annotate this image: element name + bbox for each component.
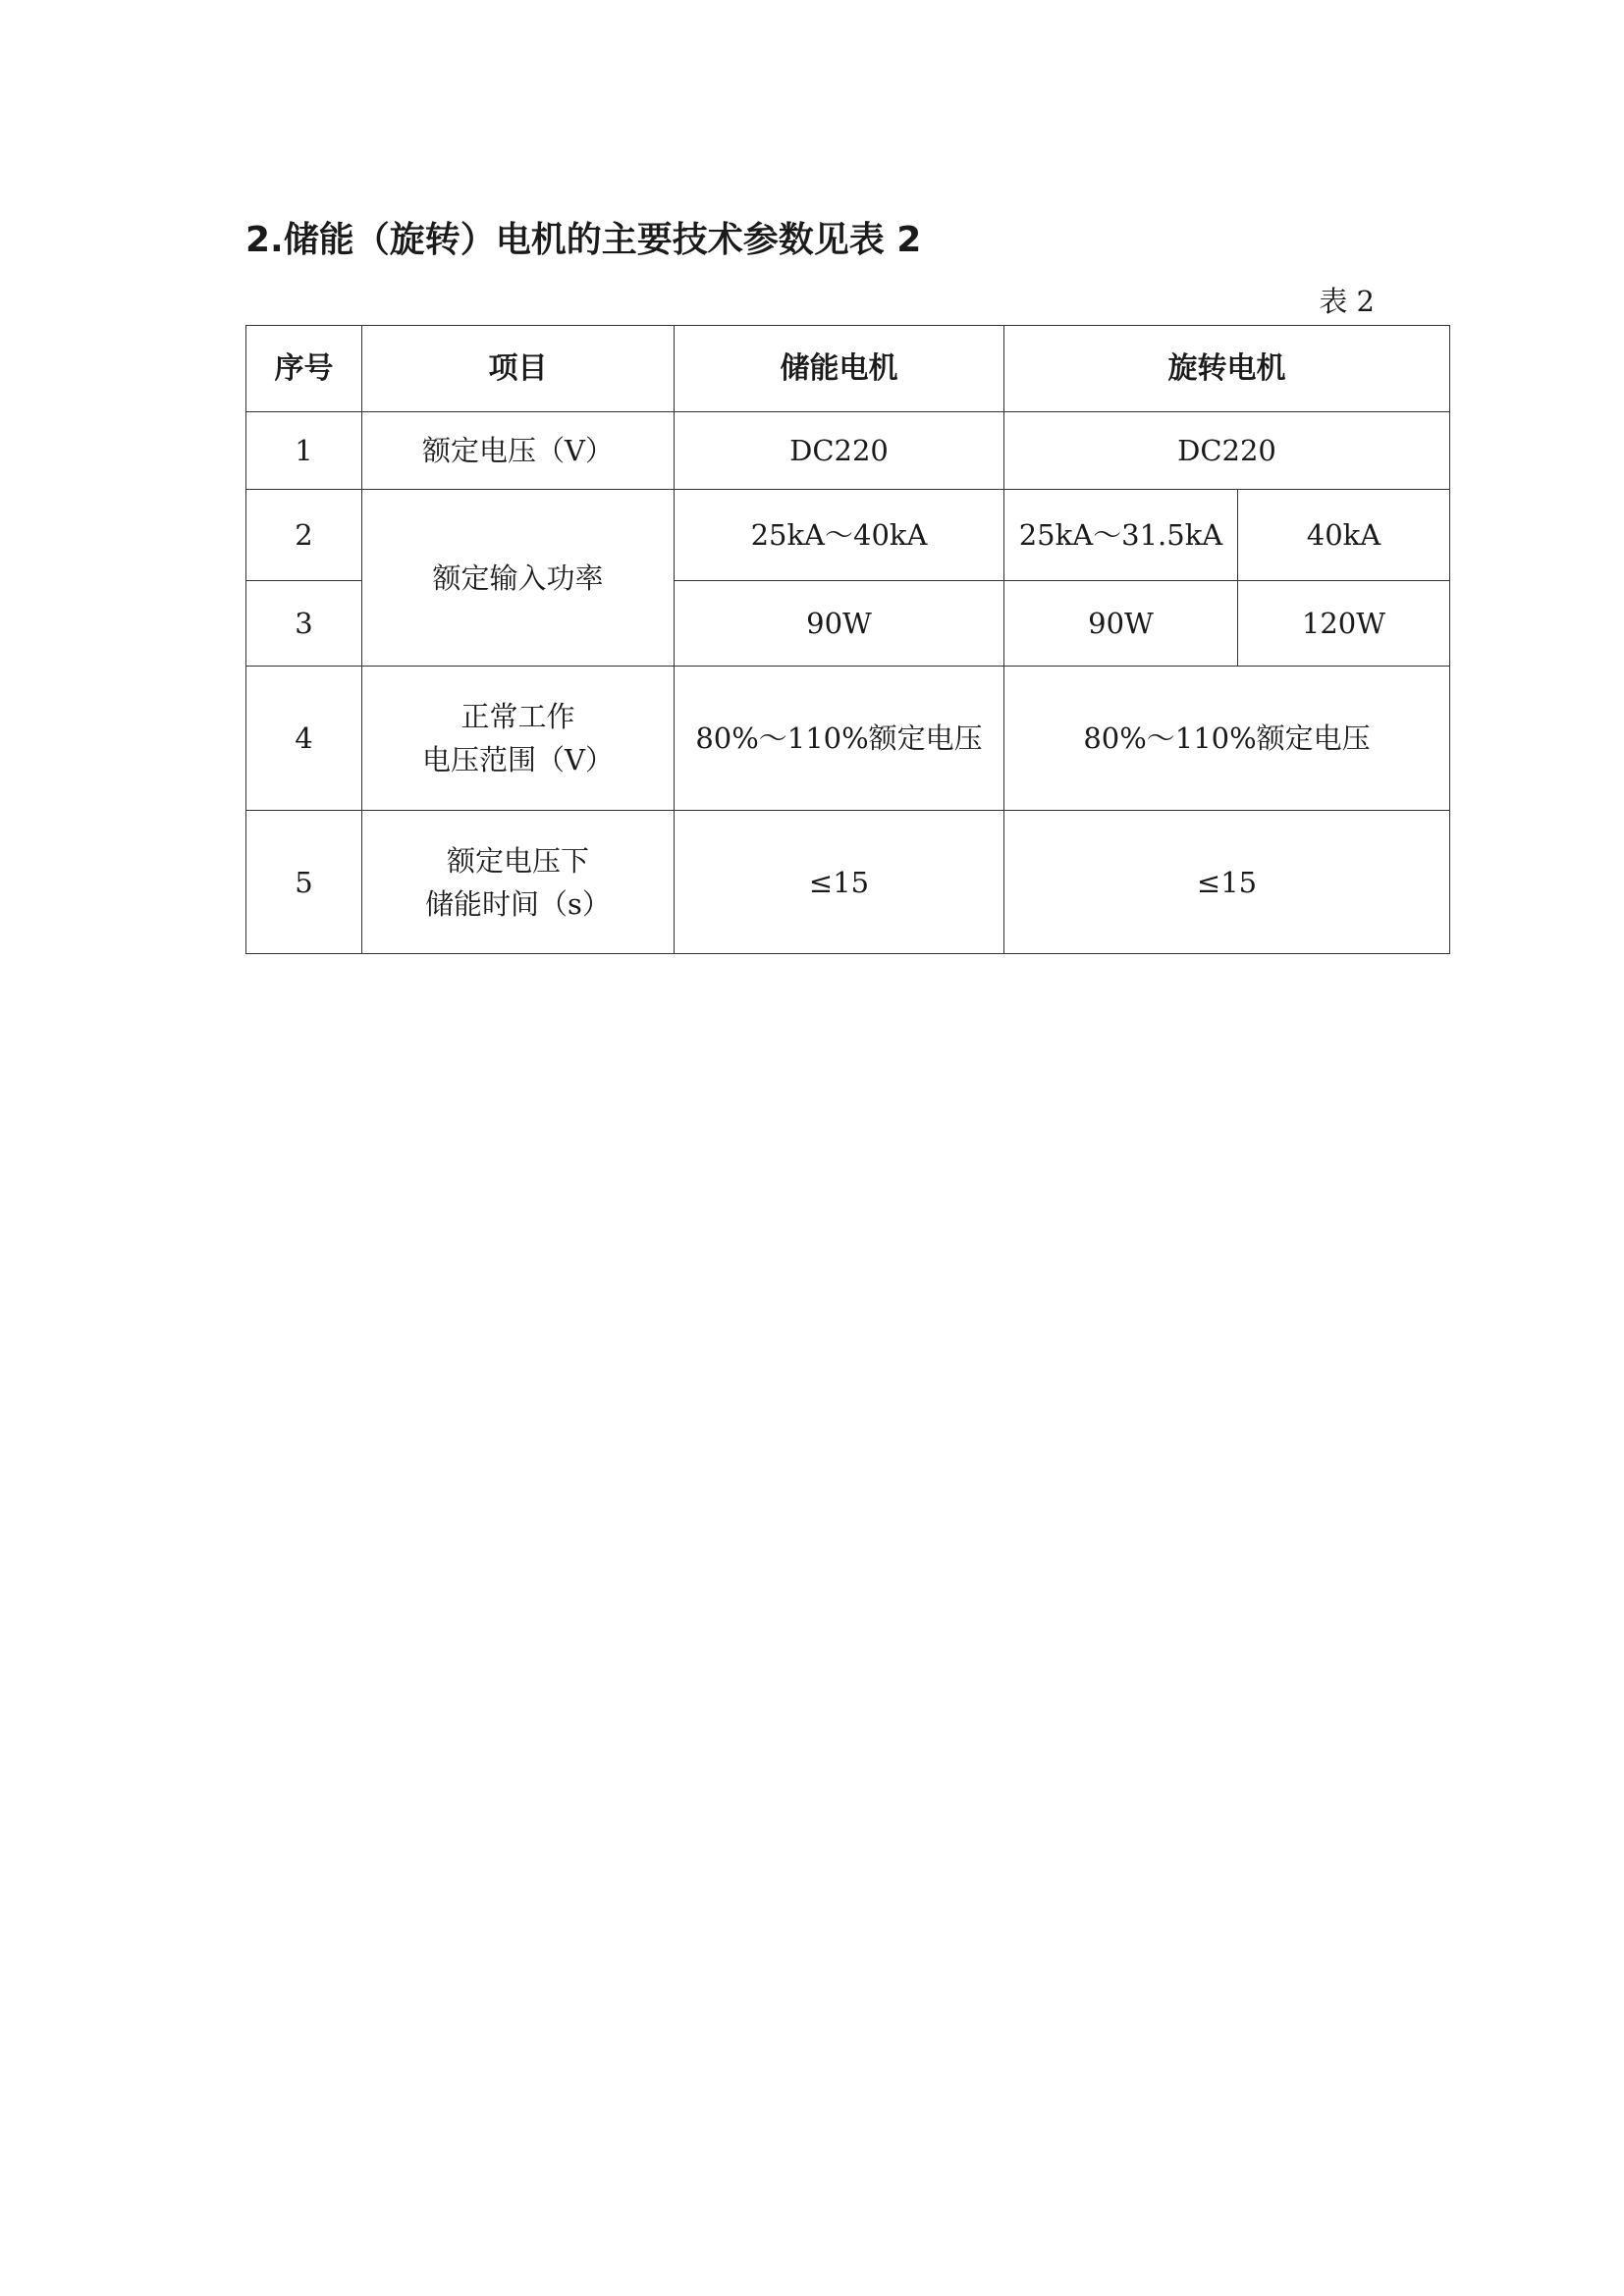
row-item bbox=[362, 667, 675, 811]
table-row bbox=[246, 490, 1450, 581]
row-item-line2: 电压范围（V） bbox=[422, 743, 614, 776]
row-number: 1 bbox=[246, 412, 362, 490]
storage-value: 90W bbox=[675, 581, 1004, 667]
row-item: 额定电压（V） bbox=[362, 412, 675, 490]
row-number: 3 bbox=[246, 581, 362, 667]
storage-value: 25kA～40kA bbox=[675, 490, 1004, 581]
rotary-value-a: 25kA～31.5kA bbox=[1004, 490, 1238, 581]
rotary-value-b: 40kA bbox=[1238, 490, 1450, 581]
table-caption: 表 2 bbox=[1319, 285, 1375, 318]
rotary-value: 80%～110%额定电压 bbox=[1004, 667, 1450, 811]
storage-value: DC220 bbox=[675, 412, 1004, 490]
table-row bbox=[246, 667, 1450, 811]
row-item-line1: 额定电压下 bbox=[446, 843, 589, 878]
header-no: 序号 bbox=[246, 326, 362, 412]
header-item: 项目 bbox=[362, 326, 675, 412]
row-item bbox=[362, 811, 675, 954]
table-row bbox=[246, 412, 1450, 490]
rotary-value: ≤15 bbox=[1004, 811, 1450, 954]
row-item: 额定输入功率 bbox=[362, 490, 675, 667]
table-row bbox=[246, 811, 1450, 954]
row-number: 4 bbox=[246, 667, 362, 811]
storage-value: 80%～110%额定电压 bbox=[675, 667, 1004, 811]
row-item-line2: 储能时间（s） bbox=[425, 886, 611, 921]
rotary-value-b: 120W bbox=[1238, 581, 1450, 667]
section-heading: 2.储能（旋转）电机的主要技术参数见表 2 bbox=[245, 220, 922, 260]
storage-value: ≤15 bbox=[675, 811, 1004, 954]
table-header-row bbox=[246, 326, 1450, 412]
row-item-line1: 正常工作 bbox=[460, 700, 575, 733]
row-number: 5 bbox=[246, 811, 362, 954]
header-storage-motor: 储能电机 bbox=[675, 326, 1004, 412]
parameters-table bbox=[245, 325, 1450, 954]
rotary-value-a: 90W bbox=[1004, 581, 1238, 667]
header-rotary-motor: 旋转电机 bbox=[1004, 326, 1450, 412]
rotary-value: DC220 bbox=[1004, 412, 1450, 490]
row-number: 2 bbox=[246, 490, 362, 581]
